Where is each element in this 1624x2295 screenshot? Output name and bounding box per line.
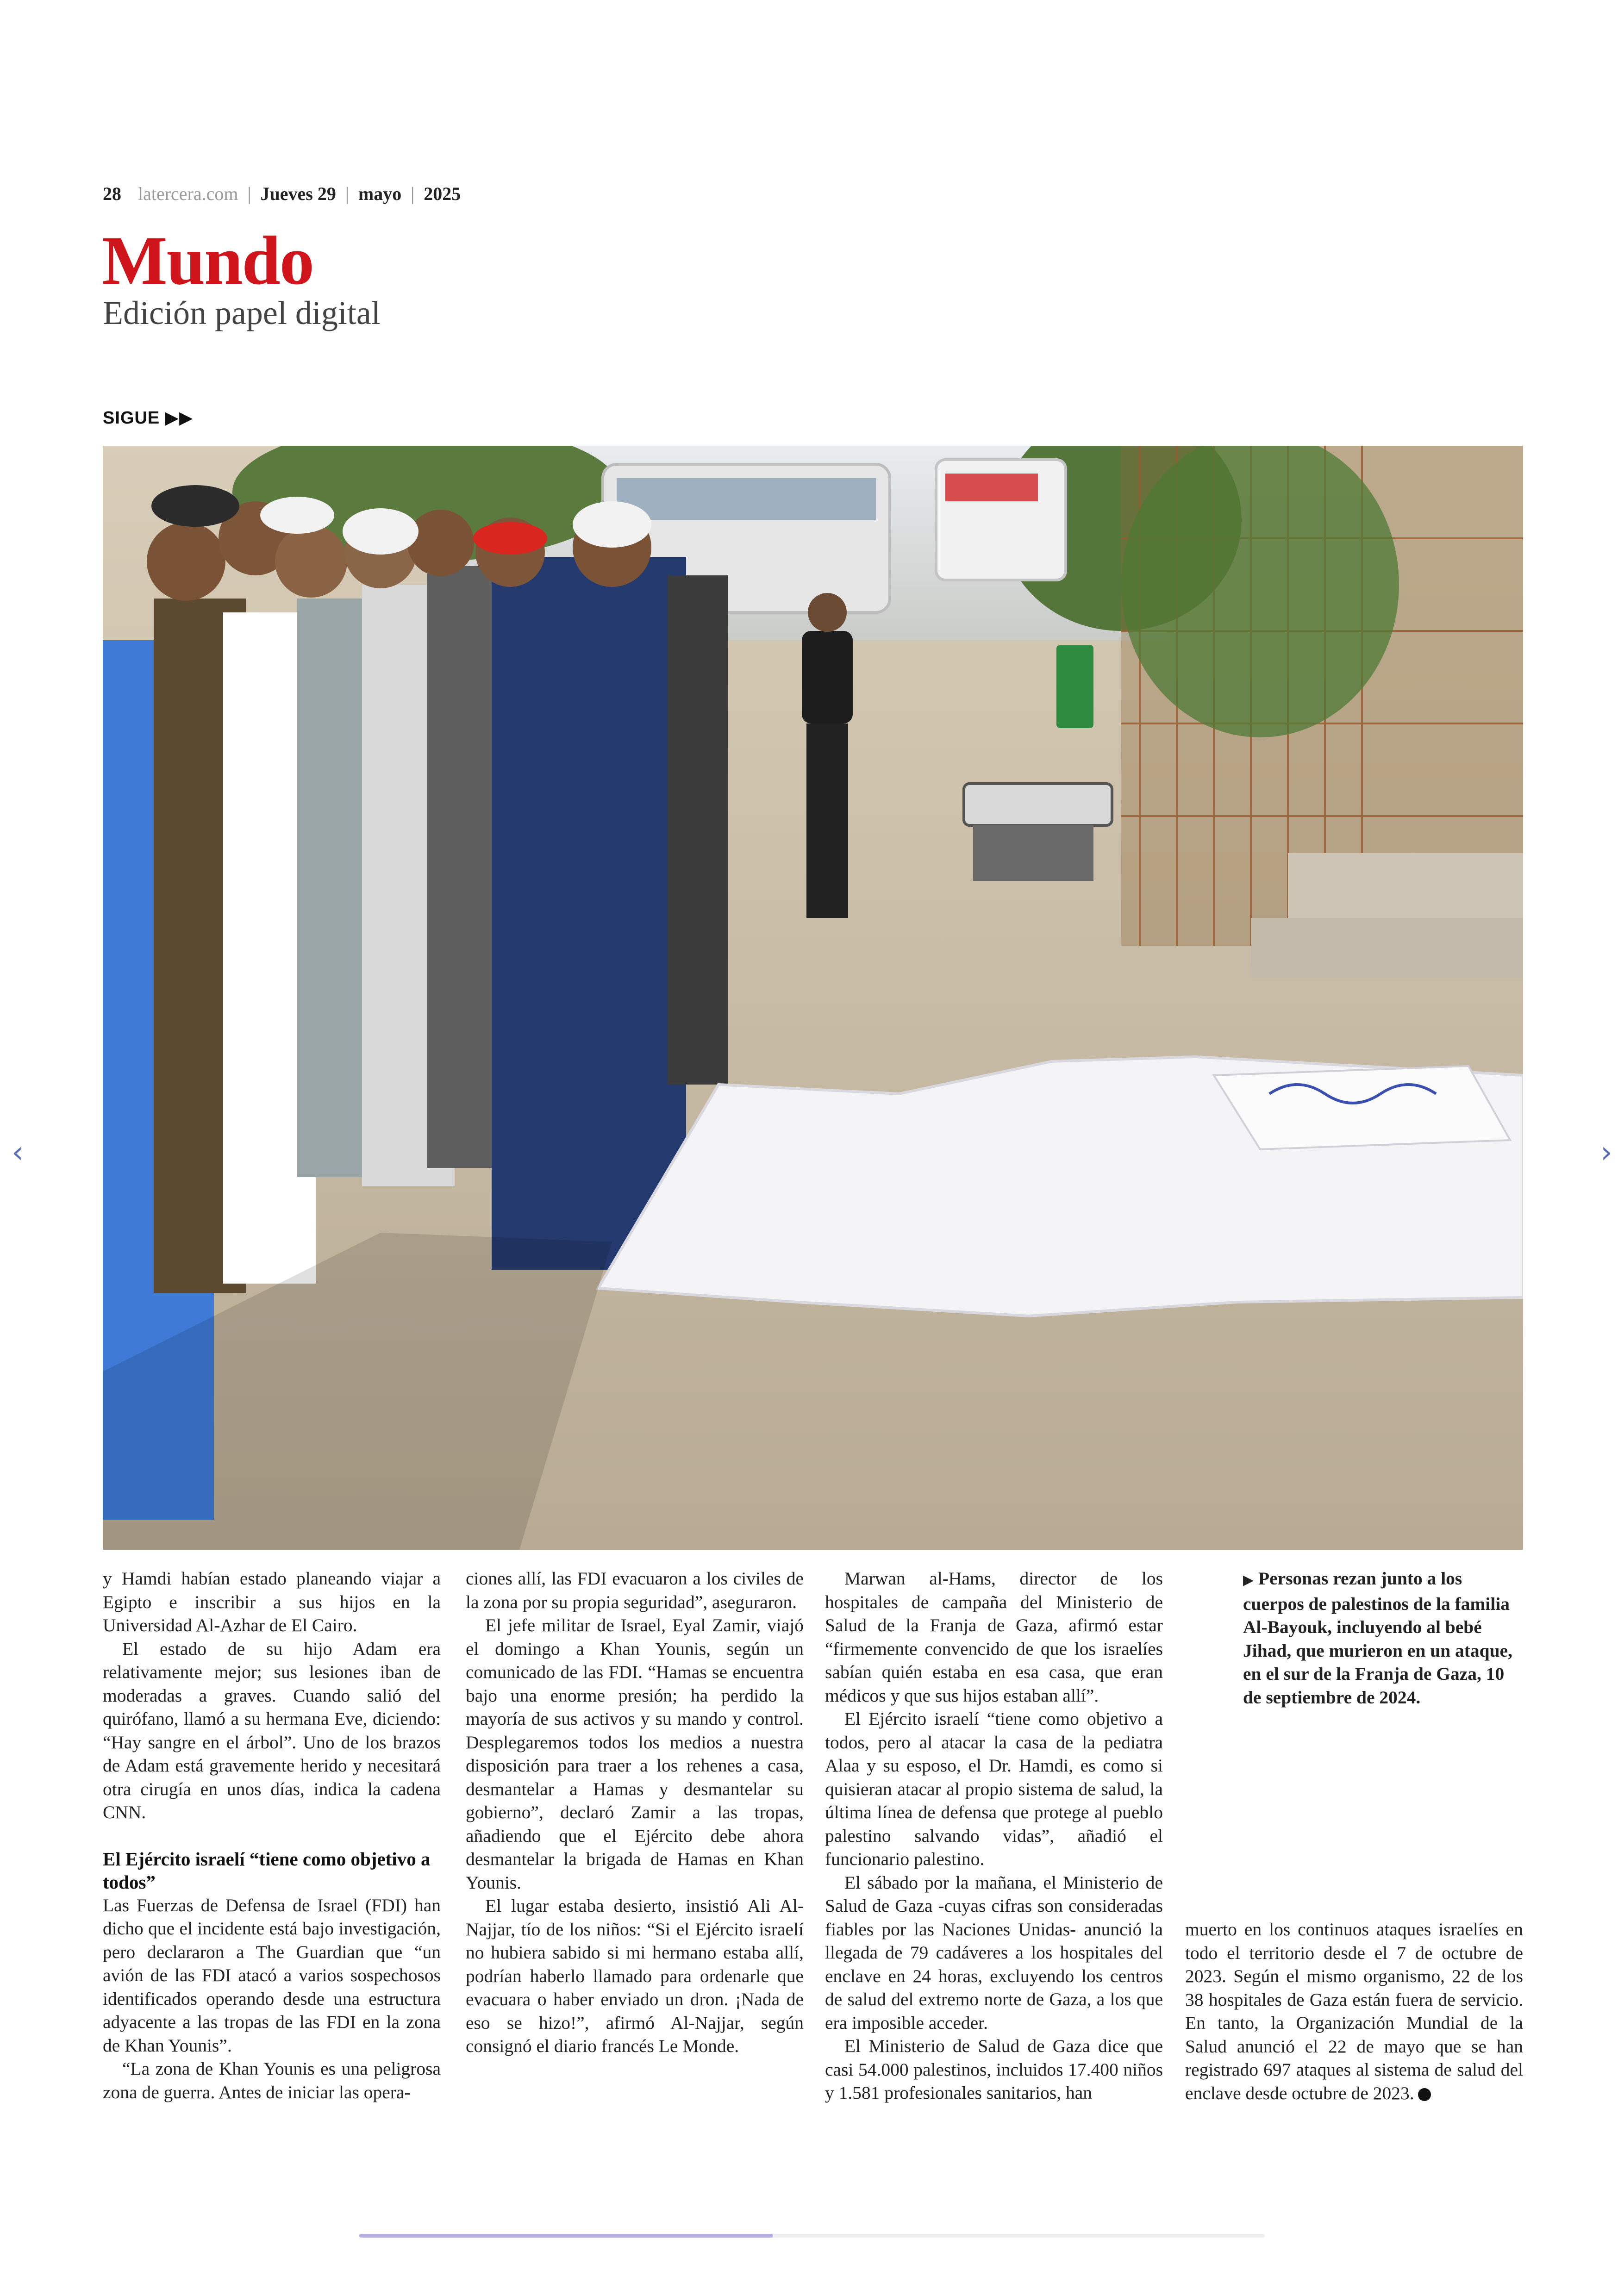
paragraph: y Hamdi habían estado planeando viajar a Egipto e inscribir a sus hijos en la Universidad Al-Azhar de El Cairo. [103,1568,441,1635]
photo-illustration [103,446,1523,1550]
paragraph: Marwan al-Hams, director de los hospitales de campaña del Ministerio de Salud de la Franja de Gaza, afirmó estar “firmemente convencido de que los israelíes sabían quién estaba en esa casa, que eran médicos y que sus hijos estaban allí”. [825,1568,1163,1706]
paragraph: ciones allí, las FDI evacuaron a los civiles de la zona por su propia seguridad”, aseguraron. [466,1568,804,1612]
paragraph: Las Fuerzas de Defensa de Israel (FDI) han dicho que el incidente está bajo investigación, pero declararon a The Guardian que “un avión de las FDI atacó a varios sospechosos identificados operando desde una estructura adyacente a las tropas de las FDI en la zona de Khan Younis”. [103,1895,441,2056]
paragraph: “La zona de Khan Younis es una peligrosa zona de guerra. Antes de iniciar las opera- [103,2058,441,2102]
end-mark-icon [1418,2088,1431,2101]
paragraph: El lugar estaba desierto, insistió Ali Al-Najjar, tío de los niños: “Si el Ejército israelí no hubiera sabido si mi hermano estaba allí, podrían haberlo llamado para ordenarle que evacuara o haber enviado un dron. ¡Nada de eso se hizo!”, afirmó Al-Najjar, según consignó el diario francés Le Monde. [466,1896,804,2056]
date-weekday-day: Jueves 29 [260,183,336,204]
sigue-label: SIGUE ▶▶ [103,408,194,428]
article-column-4 [1185,1918,1523,2105]
article-column-1 [103,1567,441,2104]
reading-progress-bar[interactable] [359,2234,1265,2238]
site-name: latercera.com [138,183,238,204]
article-column-2 [466,1567,804,2058]
header-separator: | [247,183,251,204]
chevron-right-icon[interactable]: › [1600,1135,1612,1170]
news-photo [103,446,1523,1550]
paragraph [1185,1918,1523,2105]
caption-text: Personas rezan junto a los cuerpos de palestinos de la familia Al-Bayouk, incluyendo al bebé Jihad, que murieron en un ataque, en el sur de la Franja de Gaza, 10 de septiembre de 2024. [1243,1568,1513,1708]
date-month: mayo [358,183,402,204]
reading-progress-fill [359,2234,773,2238]
section-title: Mundo [102,222,313,299]
paragraph: El jefe militar de Israel, Eyal Zamir, viajó el domingo a Khan Younis, según un comunicado de las FDI. “Hamas se encuentra bajo una enorme presión; ha perdido la mayoría de sus activos y su mando y control. Desplegaremos todos los medios a nuestra disposición para traer a los rehenes a casa, desmantelar a Hamas y desmantelar su gobierno”, declaró Zamir a las tropas, añadiendo que el Ejército debe ahora desmantelar la brigada de Hamas en Khan Younis. [466,1615,804,1893]
page-number: 28 [103,183,121,204]
paragraph-text: muerto en los continuos ataques israelíes en todo el territorio desde el 7 de octubre de 2023. Según el mismo organismo, 22 de los 38 hospitales de Gaza están fuera de servicio. En tanto, la Organización Mundial de la Salud anunció el 22 de mayo que se han registrado 697 ataques al sistema de salud del enclave desde octubre de 2023. [1185,1919,1523,2103]
paragraph: El Ministerio de Salud de Gaza dice que casi 54.000 palestinos, incluidos 17.400 niños y 1.581 profesionales sanitarios, han [825,2036,1163,2103]
paragraph: El Ejército israelí “tiene como objetivo a todos, pero al atacar la casa de la pediatra Alaa y su esposo, el Dr. Hamdi, es como si quisieran atacar al propio sistema de salud, la última línea de defensa que protege al pueblo palestino salvando vidas”, añadió el funcionario palestino. [825,1709,1163,1869]
article-column-3 [825,1567,1163,2105]
header-separator: | [411,183,415,204]
photo-caption [1243,1567,1523,1709]
page-header [103,183,461,205]
paragraph: El estado de su hijo Adam era relativamente mejor; sus lesiones iban de moderadas a graves. Cuando salió del quirófano, llamó a su hermana Eve, diciendo: “Hay sangre en el árbol”. Uno de los brazos de Adam está gravemente herido y necesitará otra cirugía en unos días, indica la cadena CNN. [103,1638,441,1822]
caption-marker-icon: ▶ [1243,1572,1254,1588]
chevron-left-icon[interactable]: ‹ [12,1135,24,1170]
header-separator: | [345,183,349,204]
date-year: 2025 [424,183,461,204]
subheading: El Ejército israelí “tiene como objetivo a todos” [103,1848,431,1893]
section-subtitle: Edición papel digital [103,294,381,331]
paragraph: El sábado por la mañana, el Ministerio de Salud de Gaza -cuyas cifras son consideradas fiables por las Naciones Unidas- anunció la llegada de 79 cadáveres a los hospitales del enclave en 24 horas, excluyendo los centros de salud del extremo norte de Gaza, a los que era imposible acceder. [825,1872,1163,2033]
